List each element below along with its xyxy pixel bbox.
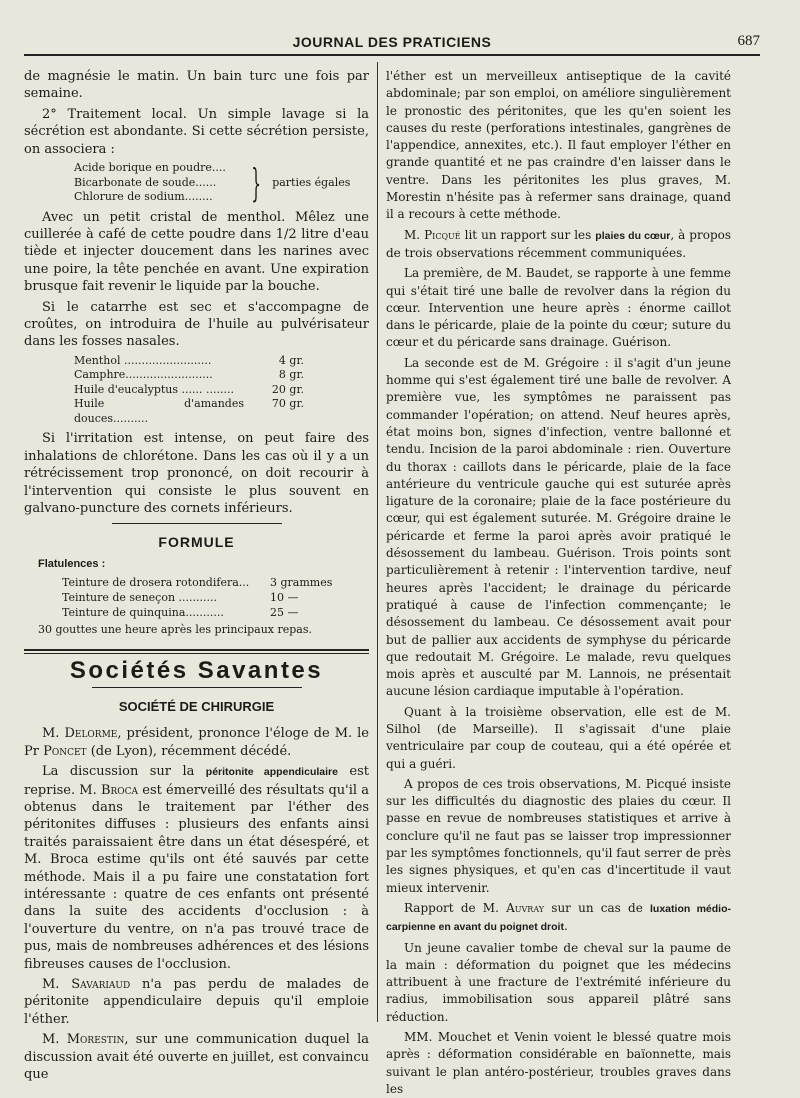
formule-qty: 10 — xyxy=(270,591,299,605)
section-rule xyxy=(112,523,282,524)
brace-icon: } xyxy=(251,160,261,205)
section-double-rule xyxy=(24,649,369,654)
societes-title: Sociétés Savantes xyxy=(69,656,324,684)
title-rule xyxy=(92,687,302,688)
formule-item: Teinture de seneçon ........... xyxy=(62,591,217,605)
formule-qty: 3 grammes xyxy=(270,576,333,590)
paragraph: A propos de ces trois observations, M. Picqué insiste sur les difficultés du diagnostic des plaies du cœur. Il passe en revue de nombreuses statistiques et arrive à conclure qu'il ne faut pas se laisser trop impressionner par les symptômes fonctionnels, qu'il faut serrer de près les signes physiques, et qu'en cas d'incertitude il vaut mieux intervenir. xyxy=(386,776,731,895)
recipe-borique xyxy=(74,161,369,205)
recipe-item: Bicarbonate de soude...... xyxy=(74,175,217,189)
paragraph: de magnésie le matin. Un bain turc une fois par semaine. xyxy=(24,69,369,102)
paragraph: Un jeune cavalier tombe de cheval sur la paume de la main : déformation du poignet que les médecins attribuent à une fracture de l'extrémité inférieure du radius, immobilisation sous appareil plâtré sans réduction. xyxy=(386,940,731,1024)
formule-subtitle: Flatulences : xyxy=(38,557,106,570)
formule-title: FORMULE xyxy=(158,534,235,551)
recipe-menthol xyxy=(74,354,369,427)
column-divider xyxy=(377,62,378,1022)
formule-qty: 25 — xyxy=(270,606,299,620)
paragraph: Rapport de M. Auvray sur un cas de luxation médio-carpienne en avant du poignet droit. xyxy=(386,900,731,934)
left-column xyxy=(24,68,370,1083)
chirurgie-title: SOCIÉTÉ DE CHIRURGIE xyxy=(118,698,275,714)
recipe-qty: 4 gr. xyxy=(278,353,304,367)
recipe-qty: 8 gr. xyxy=(278,368,304,382)
formule-item: Teinture de drosera rotondifera... xyxy=(62,576,250,590)
page-header xyxy=(24,30,760,56)
paragraph: M. Morestin, sur une communication duquel la discussion avait été ouverte en juillet, est convaincu que xyxy=(24,1032,370,1083)
paragraph: Si le catarrhe est sec et s'accompagne de croûtes, on introduira de l'huile au pulvérisateur dans les fosses nasales. xyxy=(24,299,369,350)
page-number: 687 xyxy=(737,33,760,49)
recipe-item: Camphre......................... xyxy=(74,368,213,382)
paragraph: La seconde est de M. Grégoire : il s'agit d'un jeune homme qui s'est également tiré une balle de revolver. A première vue, les symptômes ne paraissent pas commander l'opération; on attend. Neuf heures après, état moins bon, signes d'infection, ventre ballonné et tendu. Incision de la paroi abdominale : rien. Ouverture du thorax : caillots dans le péricarde, plaie de la face antérieure du ventricule gauche qui est suturée après ligature de la coronaire; plaie de la face postérieure du cœur, qui est également suturée. M. Grégoire draine le péricarde et ferme la paroi après avoir pratiqué le désossement du lambeau. Guérison. Trois points sont particulièrement à retenir : l'intervention tardive, neuf heures après l'accident; le drainage du péricarde pratiqué à cause de l'infection commençante; le désossement du lambeau. Ce désossement avait pour but de pallier aux accidents de symphyse du péricarde que redoutait M. Grégoire. Le malade, revu quelques mois après et ausculté par M. Lannois, ne présentait aucune lésion cardiaque imputable à l'opération. xyxy=(386,355,731,699)
recipe-item: Acide borique en poudre.... xyxy=(74,161,226,175)
recipe-row xyxy=(74,397,369,426)
recipe-item: Menthol ......................... xyxy=(74,353,212,367)
paragraph: Si l'irritation est intense, on peut faire des inhalations de chlorétone. Dans les cas où il y a un rétrécissement trop prononcé, on doit recourir à l'intervention qui consiste le plus souvent en galvano-puncture des cornets inférieurs. xyxy=(24,431,369,516)
paragraph: La première, de M. Baudet, se rapporte à une femme qui s'était tiré une balle de revolver dans la région du cœur. Intervention une heure après : énorme caillot dans le péricarde, plaie de la pointe du cœur; suture du cœur et du péricarde sans drainage. Guérison. xyxy=(386,266,731,350)
formule-item: Teinture de quinquina........... xyxy=(62,606,224,620)
recipe-row xyxy=(74,383,369,398)
paragraph: 2° Traitement local. Un simple lavage si la sécrétion est abondante. Si cette sécrétion persiste, on associera : xyxy=(24,106,369,157)
recipe-item: Chlorure de sodium........ xyxy=(74,190,213,204)
recipe-item: Huile d'eucalyptus ...... ........ xyxy=(74,382,234,396)
formule-row xyxy=(62,575,369,590)
recipe-note: parties égales xyxy=(272,175,351,189)
paragraph: Quant à la troisième observation, elle est de M. Silhol (de Marseille). Il s'agissait d'une plaie ventriculaire par coup de couteau, qui a été opérée et qui a guéri. xyxy=(386,704,731,771)
journal-title: JOURNAL DES PRATICIENS xyxy=(292,34,492,50)
formule-list xyxy=(62,575,369,620)
recipe-row xyxy=(74,354,369,369)
formule-row xyxy=(62,590,369,605)
paragraph: l'éther est un merveilleux antiseptique de la cavité abdominale; par son emploi, on améliore singulièrement le pronostic des péritonites, que les qu'en soient les causes du reste (perforations intestinales, gangrènes de l'appendice, annexites, etc.). Il faut employer l'éther en grande quantité et ne pas craindre d'en laisser dans le ventre. Dans les péritonites les plus graves, M. Morestin n'hésite pas à refermer sans drainage, quand il a recours à cette méthode. xyxy=(386,69,731,222)
paragraph: Avec un petit cristal de menthol. Mêlez une cuillerée à café de cette poudre dans 1/2 litre d'eau tiède et injecter doucement dans les narines avec une poire, la tête penchée en avant. Une expiration brusque fait revenir le liquide par la bouche. xyxy=(24,209,369,295)
recipe-qty: 20 gr. xyxy=(271,382,304,396)
paragraph: La discussion sur la péritonite appendiculaire est reprise. M. Broca est émerveillé des résultats qu'il a obtenus dans le traitement par l'éther des péritonites diffuses : plusieurs des enfants ainsi traités paraissaient être dans un état désespéré, et M. Broca estime qu'ils ont été sauvés par cette méthode. Mais il a pu faire une constatation fort intéressante : quatre de ces enfants ont présenté dans la suite des accidents d'occlusion : à l'ouverture du ventre, on n'a pas trouvé trace de pus, mais de nombreuses adhérences et des lésions fibreuses causes de l'occlusion. xyxy=(24,764,369,972)
paragraph: M. Delorme, président, prononce l'éloge de M. le Pr Poncet (de Lyon), récemment décédé. xyxy=(24,726,369,759)
formule-note: 30 gouttes une heure après les principaux repas. xyxy=(38,623,313,637)
recipe-item: Huile d'amandes douces.......... xyxy=(74,397,244,425)
paragraph: M. Picqué lit un rapport sur les plaies du cœur, à propos de trois observations récemment communiquées. xyxy=(386,227,732,260)
paragraph: MM. Mouchet et Venin voient le blessé quatre mois après : déformation considérable en baïonnette, mais suivant le plan antéro-postérieur, troubles graves dans les xyxy=(386,1030,731,1096)
formule-row xyxy=(62,605,369,620)
right-column xyxy=(386,68,732,1096)
recipe-qty: 70 gr. xyxy=(271,397,304,411)
recipe-row xyxy=(74,368,369,383)
paragraph: M. Savariaud n'a pas perdu de malades de péritonite appendiculaire depuis qu'il emploie l'éther. xyxy=(24,977,369,1027)
